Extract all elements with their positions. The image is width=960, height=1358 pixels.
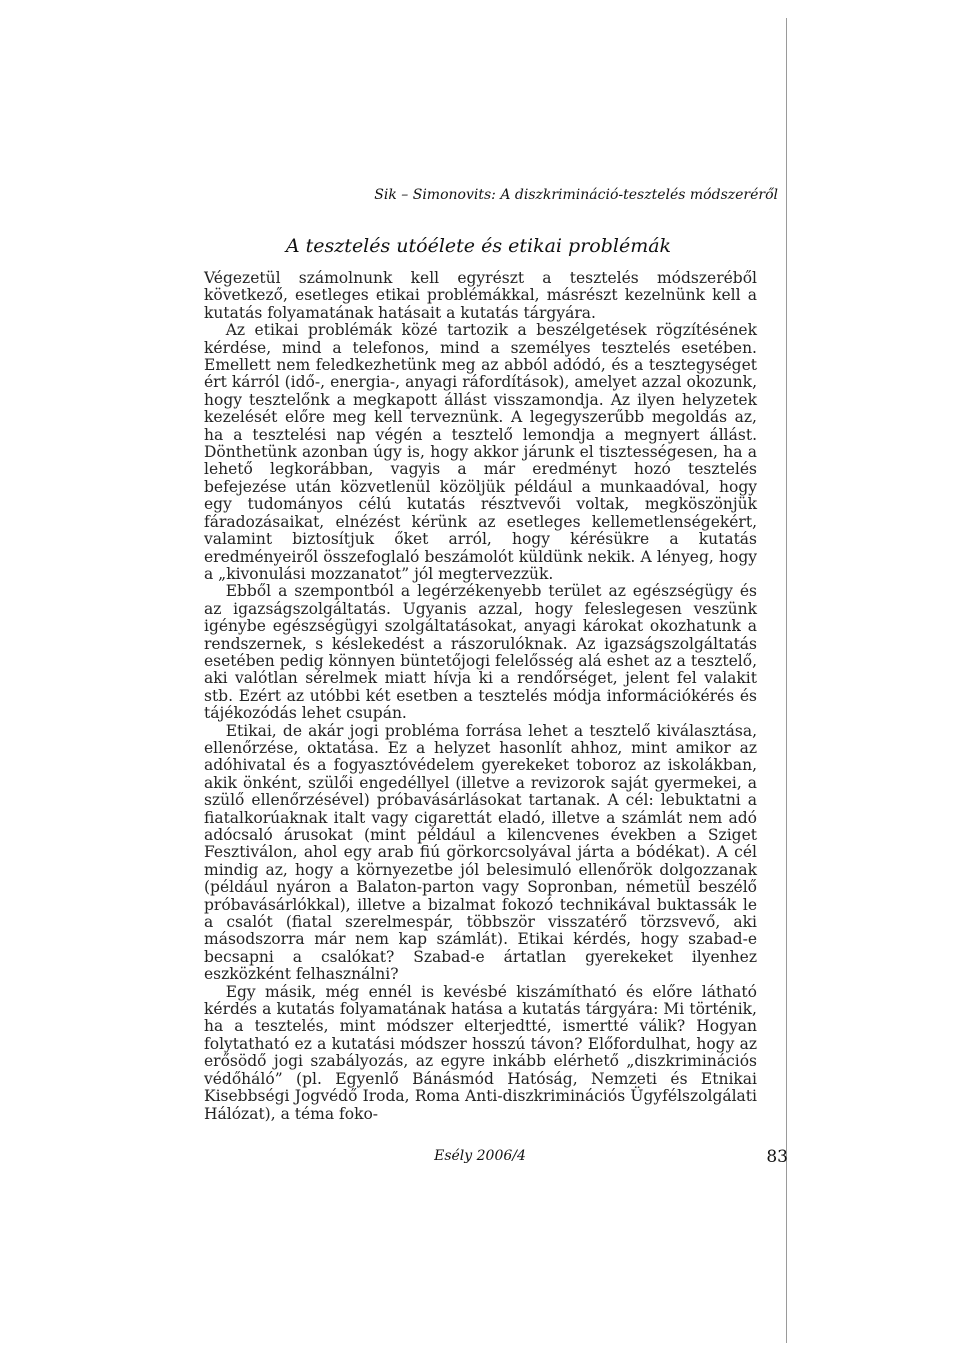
paragraph: Ebből a szempontból a legérzékenyebb terület az egészségügy és az igazságszolgáltatás. Ugyanis azzal, hogy feleslegesen veszünk igénybe egészségügyi szolgáltatásokat, anyagi károkat okozhatunk a rendszernek, s késlekedést a rászorulóknak. Az igazságszolgáltatás esetében pedig könnyen büntetőjogi felelősség alá eshet az a tesztelő, aki valótlan sérelmek miatt hívja ki a rendőrséget, jelent fel valakit stb. Ezért az utóbbi két esetben a tesztelés módja információkérés és tájékozódás lehet csupán. bbox=[204, 582, 757, 723]
paragraph: Végezetül számolnunk kell egyrészt a tesztelés módszeréből következő, esetleges etikai problémákkal, másrészt kezelnünk kell a kutatás folyamatának hatásait a kutatás tárgyára. bbox=[204, 269, 757, 322]
paragraph: Etikai, de akár jogi probléma forrása lehet a tesztelő kiválasztása, ellenőrzése, oktatása. Ez a helyzet hasonlít ahhoz, mint amikor az adóhivatal és a fogyasztóvédelem gyerekeket toboroz az iskolákban, akik önként, szülői engedéllyel (illetve a revizorok saját gyermekei, a szülő ellenőrzésével) próbavásárlásokat tartanak. A cél: lebuktatni a fiatalkorúaknak italt vagy cigarettát eladó, illetve a számlát nem adó adócsaló árusokat (mint például a kilencvenes években a Sziget Fesztiválon, ahol egy arab fiú görkorcsolyával járta a bódékat). A cél mindig az, hogy a környezetbe jól belesimuló ellenőrök dolgozzanak (például nyáron a Balaton-parton vagy Sopronban, németül beszélő próbavásárlókkal), illetve a bizalmat fokozó technikával buktassák le a csalót (fiatal szerelmespár, többször visszatérő törzsvevő, aki másodszorra már nem kap számlát). Etikai kérdés, hogy szabad-e becsapni a csalókat? Szabad-e ártatlan gyerekeket ilyenhez eszközként felhasználni? bbox=[204, 721, 757, 984]
running-header: Sik – Simonovits: A diszkrimináció-tesztelés módszeréről bbox=[374, 187, 778, 203]
body-text bbox=[204, 270, 757, 1123]
section-title: A tesztelés utóélete és etikai problémák bbox=[285, 235, 672, 257]
footer-journal: Esély 2006/4 bbox=[434, 1148, 526, 1164]
page-number: 83 bbox=[766, 1147, 788, 1167]
paragraph: Az etikai problémák közé tartozik a beszélgetések rögzítésének kérdése, mind a telefonos, mind a személyes tesztelés esetében. Emellett nem feledkezhetünk meg az abból adódó, és a tesztegységet ért kárról (idő-, energia-, anyagi ráfordítások), amelyet azzal okozunk, hogy tesztelőnk a megkapott állást visszamondja. Az ilyen helyzetek kezelését előre meg kell terveznünk. A legegyszerűbb megoldás az, ha a tesztelési nap végén a tesztelő lemondja a megnyert állást. Dönthetünk azonban úgy is, hogy akkor járunk el tisztességesen, ha a lehető legkorábban, vagyis a már eredményt hozó tesztelés befejezése után közvetlenül közöljük például a munkaadóval, hogy egy tudományos célú kutatás résztvevői voltak, megköszönjük fáradozásaikat, elnézést kérünk az esetleges kellemetlenségekért, valamint biztosítjuk őket arról, hogy kérésükre a kutatás eredményeiről összefoglaló beszámolót küldünk nekik. A lényeg, hogy a „kivonulási mozzanatot” jól megtervezzük. bbox=[204, 321, 757, 583]
paragraph: Egy másik, még ennél is kevésbé kiszámítható és előre látható kérdés a kutatás folyamatának hatása a kutatás tárgyára: Mi történik, ha a tesztelés, mint módszer elterjedtté, ismertté válik? Hogyan folytatható ez a kutatási módszer hosszú távon? Előfordulhat, hogy az erősödő jogi szabályozás, az egyre inkább elérhető „diszkriminációs védőháló” (pl. Egyenlő Bánásmód Hatóság, Nemzeti és Etnikai Kisebbségi Jogvédő Iroda, Roma Anti-diszkriminációs Ügyfélszolgálati Hálózat), a téma foko- bbox=[204, 982, 757, 1123]
margin-rule bbox=[786, 18, 787, 1343]
